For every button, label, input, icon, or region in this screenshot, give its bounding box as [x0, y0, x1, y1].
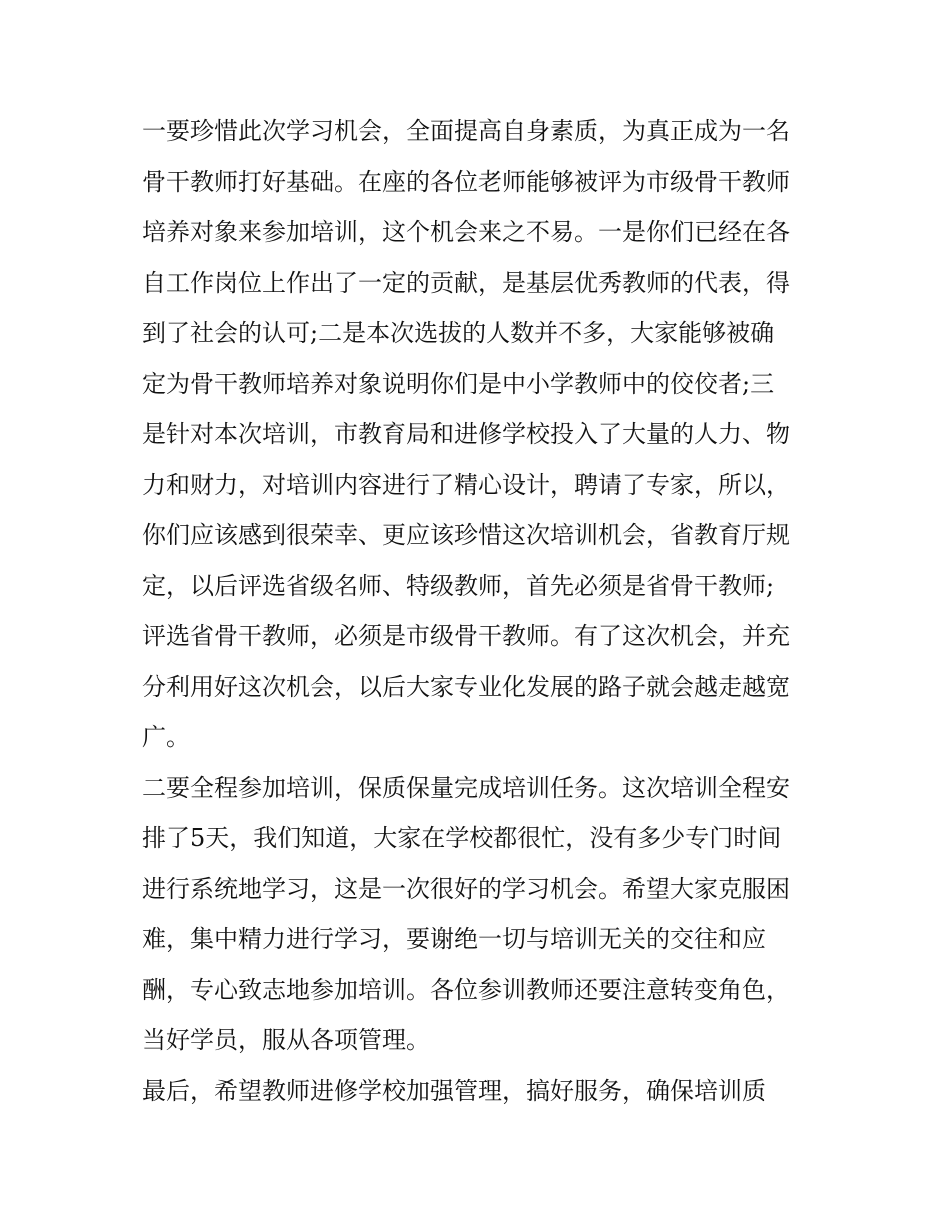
text-line: 二要全程参加培训，保质保量完成培训任务。这次培训全程安	[142, 773, 790, 802]
text-line: 当好学员，服从各项管理。	[142, 1026, 430, 1054]
text-line: 定为骨干教师培养对象说明你们是中小学教师中的佼佼者;三	[142, 369, 775, 398]
paragraph-1	[142, 106, 814, 763]
text-line: 一要珍惜此次学习机会，全面提高自身素质，为真正成为一名	[142, 117, 790, 145]
text-line: 力和财力，对培训内容进行了精心设计，聘请了专家，所以，	[142, 470, 790, 499]
paragraph-2	[142, 763, 814, 1066]
text-line: 是针对本次培训，市教育局和进修学校投入了大量的人力、物	[142, 420, 790, 448]
text-line: 自工作岗位上作出了一定的贡献，是基层优秀教师的代表，得	[142, 268, 790, 297]
text-line: 到了社会的认可;二是本次选拔的人数并不多，大家能够被确	[142, 319, 775, 347]
document-body	[142, 106, 814, 1116]
text-line: 最后，希望教师进修学校加强管理，搞好服务，确保培训质	[142, 1076, 766, 1105]
paragraph-3	[142, 1066, 814, 1117]
text-line: 广。	[142, 723, 190, 751]
text-line: 定，以后评选省级名师、特级教师，首先必须是省骨干教师;	[142, 571, 775, 600]
text-line: 酬，专心致志地参加培训。各位参训教师还要注意转变角色，	[142, 975, 790, 1004]
text-line: 难，集中精力进行学习，要谢绝一切与培训无关的交往和应	[142, 925, 766, 953]
text-line: 骨干教师打好基础。在座的各位老师能够被评为市级骨干教师	[142, 167, 790, 196]
text-line: 评选省骨干教师，必须是市级骨干教师。有了这次机会，并充	[142, 622, 790, 650]
text-line: 进行系统地学习，这是一次很好的学习机会。希望大家克服困	[142, 874, 790, 903]
text-line: 分利用好这次机会，以后大家专业化发展的路子就会越走越宽	[142, 672, 790, 701]
text-line: 培养对象来参加培训，这个机会来之不易。一是你们已经在各	[142, 218, 790, 246]
text-line: 排了5天，我们知道，大家在学校都很忙，没有多少专门时间	[142, 824, 782, 852]
text-line: 你们应该感到很荣幸、更应该珍惜这次培训机会，省教育厅规	[142, 521, 790, 549]
